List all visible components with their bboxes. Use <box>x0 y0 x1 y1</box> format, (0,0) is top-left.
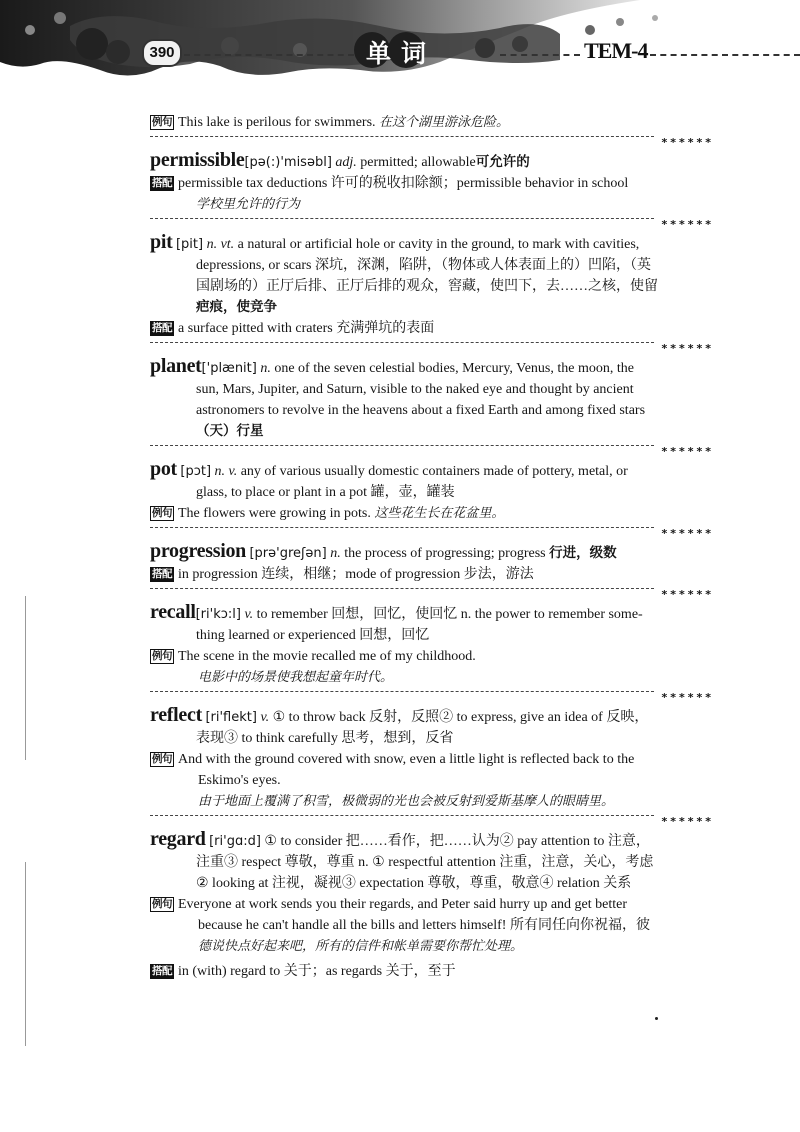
definition-line: （天）行星 <box>196 423 264 439</box>
phonetic: [prə'greʃən] <box>249 546 327 561</box>
part-of-speech: v. <box>260 710 270 725</box>
entry-separator: ****** <box>150 586 722 600</box>
entry-separator: ****** <box>150 216 722 230</box>
example-sentence: 例句 This lake is perilous for swimmers. 在这个湖里游泳危险。 <box>152 115 510 130</box>
example-tag: 例句 <box>152 507 172 519</box>
scan-speck <box>655 1017 658 1020</box>
entry-permissible <box>150 150 722 173</box>
header-dash-left <box>184 54 354 56</box>
phonetic: [ri'gɑ:d] <box>209 834 261 849</box>
definition-line: astronomers to revolve in the heavens about a fixed Earth and among fixed stars <box>196 403 646 418</box>
margin-line <box>25 596 26 760</box>
example-translation: 由于地面上覆满了积雪，极微弱的光也会被反射到爱斯基摩人的眼睛里。 <box>198 794 615 809</box>
page-header <box>0 0 800 92</box>
headword: regard <box>150 828 206 850</box>
phonetic: [pə(:)'misəbl] <box>244 155 332 170</box>
example-tag: 例句 <box>152 898 172 910</box>
part-of-speech: v. <box>244 607 254 622</box>
definition-line: 疤痕，使竞争 <box>196 299 277 315</box>
part-of-speech: n. <box>330 546 341 561</box>
example-sentence-continued: Eskimo's eyes. <box>198 773 281 788</box>
headword: reflect <box>150 704 202 726</box>
headword: recall <box>150 601 196 623</box>
definition-line: 表现③ to think carefully 思考，想到，反省 <box>196 731 454 746</box>
example-tag: 例句 <box>152 116 172 128</box>
example-tag: 例句 <box>152 753 172 765</box>
dictionary-entries <box>150 112 722 982</box>
collocation-tag: 搭配 <box>152 177 172 189</box>
collocation-tag: 搭配 <box>152 965 172 977</box>
definition-line: 注重③ respect 尊敬，尊重 n. ① respectful attention 注重，注意，关心，考虑 <box>196 855 654 870</box>
definition-line: to remember 回想，回忆，使回忆 n. the power to remember some- <box>256 607 643 622</box>
definition-line: 国剧场的）正厅后排、正厅后排的观众，窖藏，使凹下，去……之核，使留 <box>196 279 658 294</box>
phonetic: [pit] <box>175 237 204 252</box>
entry-separator: ****** <box>150 134 722 148</box>
definition-line: ② looking at 注视，凝视③ expectation 尊敬，尊重，敬意④ relation 关系 <box>196 876 632 891</box>
margin-line <box>25 862 26 1046</box>
entry-reflect <box>150 705 722 728</box>
phonetic: [pɔt] <box>180 464 212 479</box>
example-sentence-continued: because he can't handle all the bills and letters himself! 所有同任向你祝福，彼 <box>198 918 650 933</box>
example-sentence: 例句 The flowers were growing in pots. 这些花生长在花盆里。 <box>152 506 505 521</box>
part-of-speech: n. vt. <box>206 237 235 252</box>
definition-zh: 行进，级数 <box>549 545 617 561</box>
phonetic: [ri'flekt] <box>205 710 257 725</box>
part-of-speech: n. v. <box>214 464 238 479</box>
definition-line: thing learned or experienced 回想，回忆 <box>196 628 430 643</box>
entry-planet <box>150 356 722 379</box>
definition-line: one of the seven celestial bodies, Mercury, Venus, the moon, the <box>274 361 634 376</box>
example-translation: 德说快点好起来吧，所有的信件和帐单需要你帮忙处理。 <box>198 939 524 954</box>
definition-line: depressions, or scars 深坑，深渊，陷阱，（物体或人体表面上的）凹陷，（英 <box>196 258 651 273</box>
collocation: 搭配 in progression 连续，相继；mode of progression 步法，游法 <box>152 567 534 582</box>
headword: progression <box>150 540 246 562</box>
example-translation: 电影中的场景使我想起童年时代。 <box>198 670 394 685</box>
part-of-speech: adj. <box>335 155 357 170</box>
series-label: TEM-4 <box>584 38 648 63</box>
definition-line: any of various usually domestic containers made of pottery, metal, or <box>240 464 628 479</box>
headword: pit <box>150 231 173 253</box>
example-sentence: 例句 The scene in the movie recalled me of my childhood. <box>152 649 476 664</box>
example-tag: 例句 <box>152 650 172 662</box>
phonetic: [ri'kɔ:l] <box>195 607 241 622</box>
definition-line: glass, to place or plant in a pot 罐，壶，罐装 <box>196 485 455 500</box>
headword: pot <box>150 458 177 480</box>
entry-separator: ****** <box>150 340 722 354</box>
definition-en: the process of progressing; progress <box>344 546 546 561</box>
collocation-continued: 学校里允许的行为 <box>196 197 301 212</box>
definition-line: a natural or artificial hole or cavity in the ground, to mark with cavities, <box>237 237 640 252</box>
headword: planet <box>150 355 202 377</box>
collocation: 搭配 permissible tax deductions 许可的税收扣除额；permissible behavior in school <box>152 176 629 191</box>
entry-progression <box>150 541 722 564</box>
entry-regard <box>150 829 722 852</box>
header-dash-mid <box>500 54 580 56</box>
page-number: 390 <box>142 39 182 67</box>
definition-line: sun, Mars, Jupiter, and Saturn, visible to the naked eye and thought by ancient <box>196 382 634 397</box>
definition-zh: 可允许的 <box>475 154 530 170</box>
definition-line: ① to throw back 反射，反照② to express, give an idea of 反映， <box>272 710 649 725</box>
section-title: 单词 <box>365 39 436 68</box>
example-sentence: 例句 And with the ground covered with snow, even a little light is reflected back to the <box>152 752 635 767</box>
collocation: 搭配 a surface pitted with craters 充满弹坑的表面 <box>152 321 435 336</box>
collocation-tag: 搭配 <box>152 568 172 580</box>
collocation-tag: 搭配 <box>152 322 172 334</box>
entry-separator: ****** <box>150 443 722 457</box>
entry-recall <box>150 602 722 625</box>
entry-pit <box>150 232 722 255</box>
entry-separator: ****** <box>150 813 722 827</box>
phonetic: ['plænit] <box>201 361 257 376</box>
example-sentence: 例句 Everyone at work sends you their regards, and Peter said hurry up and get better <box>152 897 628 912</box>
entry-separator: ****** <box>150 525 722 539</box>
headword: permissible <box>150 149 245 171</box>
entry-pot <box>150 459 722 482</box>
definition-en: permitted; allowable <box>360 155 476 170</box>
collocation: 搭配 in (with) regard to 关于；as regards 关于，至于 <box>152 964 456 979</box>
definition-line: ① to consider 把……看作，把……认为② pay attention to 注意， <box>264 834 650 849</box>
part-of-speech: n. <box>260 361 271 376</box>
entry-separator: ****** <box>150 689 722 703</box>
header-dash-right <box>650 54 800 56</box>
